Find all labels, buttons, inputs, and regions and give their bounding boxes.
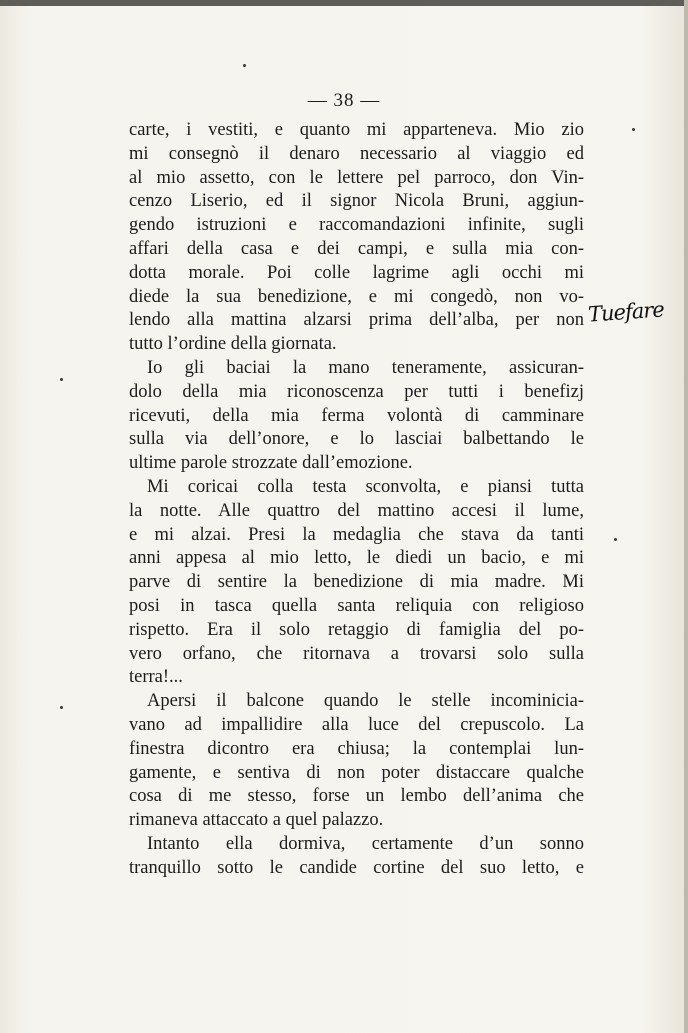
text-line: parve di sentire la benedizione di mia madre. Mi xyxy=(129,572,584,593)
text-line: affari della casa e dei campi, e sulla mia con- xyxy=(129,238,584,259)
text-line: Mi coricai colla testa sconvolta, e piansi tutta xyxy=(147,476,584,497)
text-line: Intanto ella dormiva, certamente d’un sonno xyxy=(147,833,584,854)
text-line: vero orfano, che ritornava a trovarsi solo sulla xyxy=(129,643,584,664)
text-line: vano ad impallidire alla luce del crepuscolo. La xyxy=(129,714,584,735)
paper-speck xyxy=(60,706,63,709)
text-line: al mio assetto, con le lettere pel parroco, don Vin- xyxy=(129,167,584,188)
text-line: carte, i vestiti, e quanto mi apparteneva. Mio zio xyxy=(129,120,584,140)
text-line: la notte. Alle quattro del mattino accesi il lume, xyxy=(129,500,584,521)
paper-speck xyxy=(243,64,246,67)
text-line: dolo della mia riconoscenza per tutti i benefizj xyxy=(129,381,584,402)
text-line: tutto l’ordine della giornata. xyxy=(129,334,337,355)
text-line: dotta morale. Poi colle lagrime agli occhi mi xyxy=(129,262,584,283)
text-line: rispetto. Era il solo retaggio di famiglia del po- xyxy=(129,619,584,640)
body-text xyxy=(129,119,584,881)
page-top-edge xyxy=(0,0,688,6)
page-right-edge xyxy=(684,0,688,1033)
text-line: finestra dicontro era chiusa; la contemplai lun- xyxy=(129,738,584,759)
text-line: lendo alla mattina alzarsi prima dell’alba, per non xyxy=(129,310,584,331)
text-line: cosa di me stesso, forse un lembo dell’anima che xyxy=(129,786,584,807)
text-line: tranquillo sotto le candide cortine del suo letto, e xyxy=(129,857,584,878)
text-line: e mi alzai. Presi la medaglia che stava da tanti xyxy=(129,524,584,545)
text-line: mi consegnò il denaro necessario al viaggio ed xyxy=(129,143,584,164)
text-line: gendo istruzioni e raccomandazioni infinite, sugli xyxy=(129,215,584,236)
paper-speck xyxy=(632,128,635,131)
handwritten-margin-note: Tuefare xyxy=(587,297,665,327)
text-line: sulla via dell’onore, e lo lasciai balbettando le xyxy=(129,429,584,450)
text-line: Apersi il balcone quando le stelle incominicia- xyxy=(147,691,584,712)
text-line: rimaneva attaccato a quel palazzo. xyxy=(129,810,384,831)
text-line: ricevuti, della mia ferma volontà di camminare xyxy=(129,405,584,426)
text-line: Io gli baciai la mano teneramente, assicuran- xyxy=(147,357,584,378)
text-line: anni appesa al mio letto, le diedi un bacio, e mi xyxy=(129,548,584,569)
text-line: terra!... xyxy=(129,667,183,688)
text-line: cenzo Liserio, ed il signor Nicola Bruni, aggiun- xyxy=(129,191,584,212)
paper-speck xyxy=(60,378,63,381)
page-number: — 38 — xyxy=(307,90,381,111)
text-line: posi in tasca quella santa reliquia con religioso xyxy=(129,595,584,616)
paper-speck xyxy=(614,538,617,541)
text-line: diede la sua benedizione, e mi congedò, non vo- xyxy=(129,286,584,307)
text-line: ultime parole strozzate dall’emozione. xyxy=(129,453,413,474)
text-line: gamente, e sentiva di non poter distaccare qualche xyxy=(129,762,584,783)
